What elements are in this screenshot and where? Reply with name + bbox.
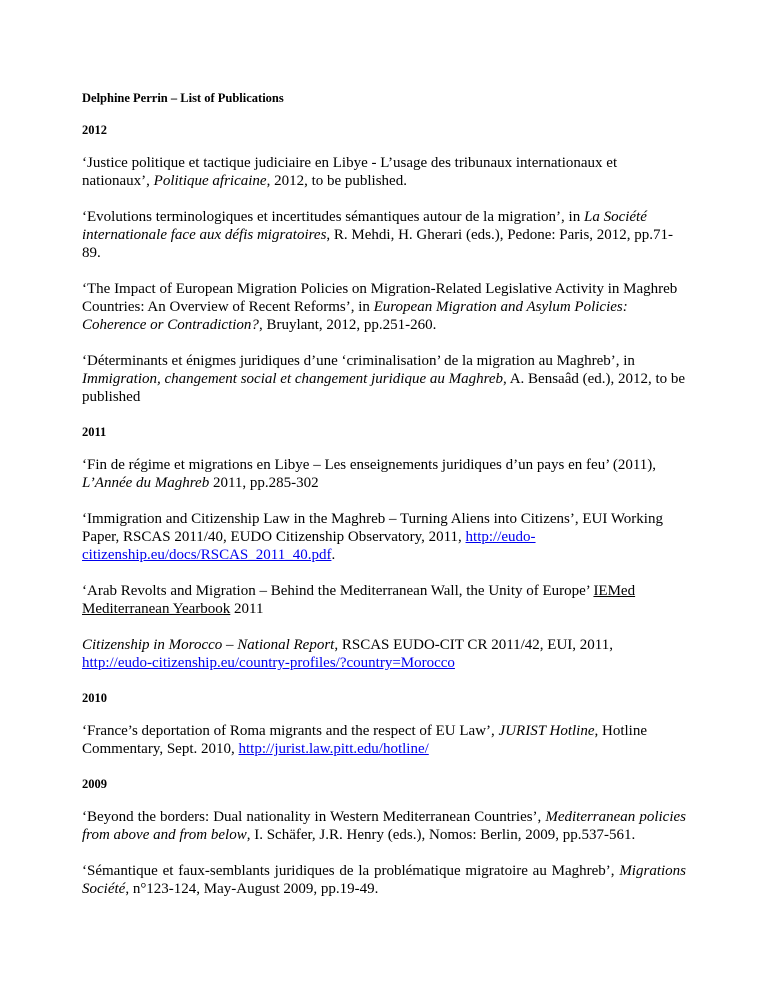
publication-entry: ‘Déterminants et énigmes juridiques d’une ‘criminalisation’ de la migration au Maghreb’, in Immigration, changement social et changement juridique au Maghreb, A. Bensaâd (ed.), 2012, to be published [82,353,686,405]
year-heading-2011: 2011 [82,425,107,439]
year-heading-2010: 2010 [82,691,107,705]
publication-entry: ‘Justice politique et tactique judiciaire en Libye - L’usage des tribunaux internationaux et nationaux’, Politique africaine, 2012, to be published. [82,155,618,189]
publication-entry: ‘France’s deportation of Roma migrants and the respect of EU Law’, JURIST Hotline, Hotline Commentary, Sept. 2010, http://jurist.law.pitt.edu/hotline/ [82,723,648,757]
document-title: Delphine Perrin – List of Publications [82,91,284,105]
year-heading-2009: 2009 [82,777,107,791]
publication-entry: Citizenship in Morocco – National Report, RSCAS EUDO-CIT CR 2011/42, EUI, 2011, http://eudo-citizenship.eu/country-profiles/?country=Morocco [82,637,613,671]
publication-entry: ‘Arab Revolts and Migration – Behind the Mediterranean Wall, the Unity of Europe’ IEMed Mediterranean Yearbook 2011 [82,583,636,617]
publication-entry: ‘The Impact of European Migration Policies on Migration-Related Legislative Activity in Maghreb Countries: An Overview of Recent Reforms’, in European Migration and Asylum Policies: Coherence or Contradiction?, Bruylant, 2012, pp.251-260. [82,281,678,333]
publication-entry: ‘Beyond the borders: Dual nationality in Western Mediterranean Countries’, Mediterranean policies from above and from below, I. Schäfer, J.R. Henry (eds.), Nomos: Berlin, 2009, pp.537-561. [82,809,686,843]
publication-link[interactable]: http://jurist.law.pitt.edu/hotline/ [238,741,429,757]
publication-entry: ‘Sémantique et faux-semblants juridiques de la problématique migratoire au Maghreb’, Migrations Société, n°123-124, May-August 2009, pp.19-49. [82,863,686,897]
year-heading-2012: 2012 [82,123,107,137]
publication-entry: ‘Immigration and Citizenship Law in the Maghreb – Turning Aliens into Citizens’, EUI Working Paper, RSCAS 2011/40, EUDO Citizenship Observatory, 2011, http://eudo-citizenship.eu/docs/RSCAS_2011_40.pdf. [82,511,663,563]
document-page [82,90,686,916]
publication-link[interactable]: http://eudo-citizenship.eu/docs/RSCAS_2011_40.pdf [82,529,536,563]
publication-entry: ‘Fin de régime et migrations en Libye – Les enseignements juridiques d’un pays en feu’ (2011), L’Année du Maghreb 2011, pp.285-302 [82,457,657,491]
publication-entry: ‘Evolutions terminologiques et incertitudes sémantiques autour de la migration’, in La Société internationale face aux défis migratoires, R. Mehdi, H. Gherari (eds.), Pedone: Paris, 2012, pp.71-89. [82,209,674,261]
publication-link[interactable]: http://eudo-citizenship.eu/country-profiles/?country=Morocco [82,655,455,671]
